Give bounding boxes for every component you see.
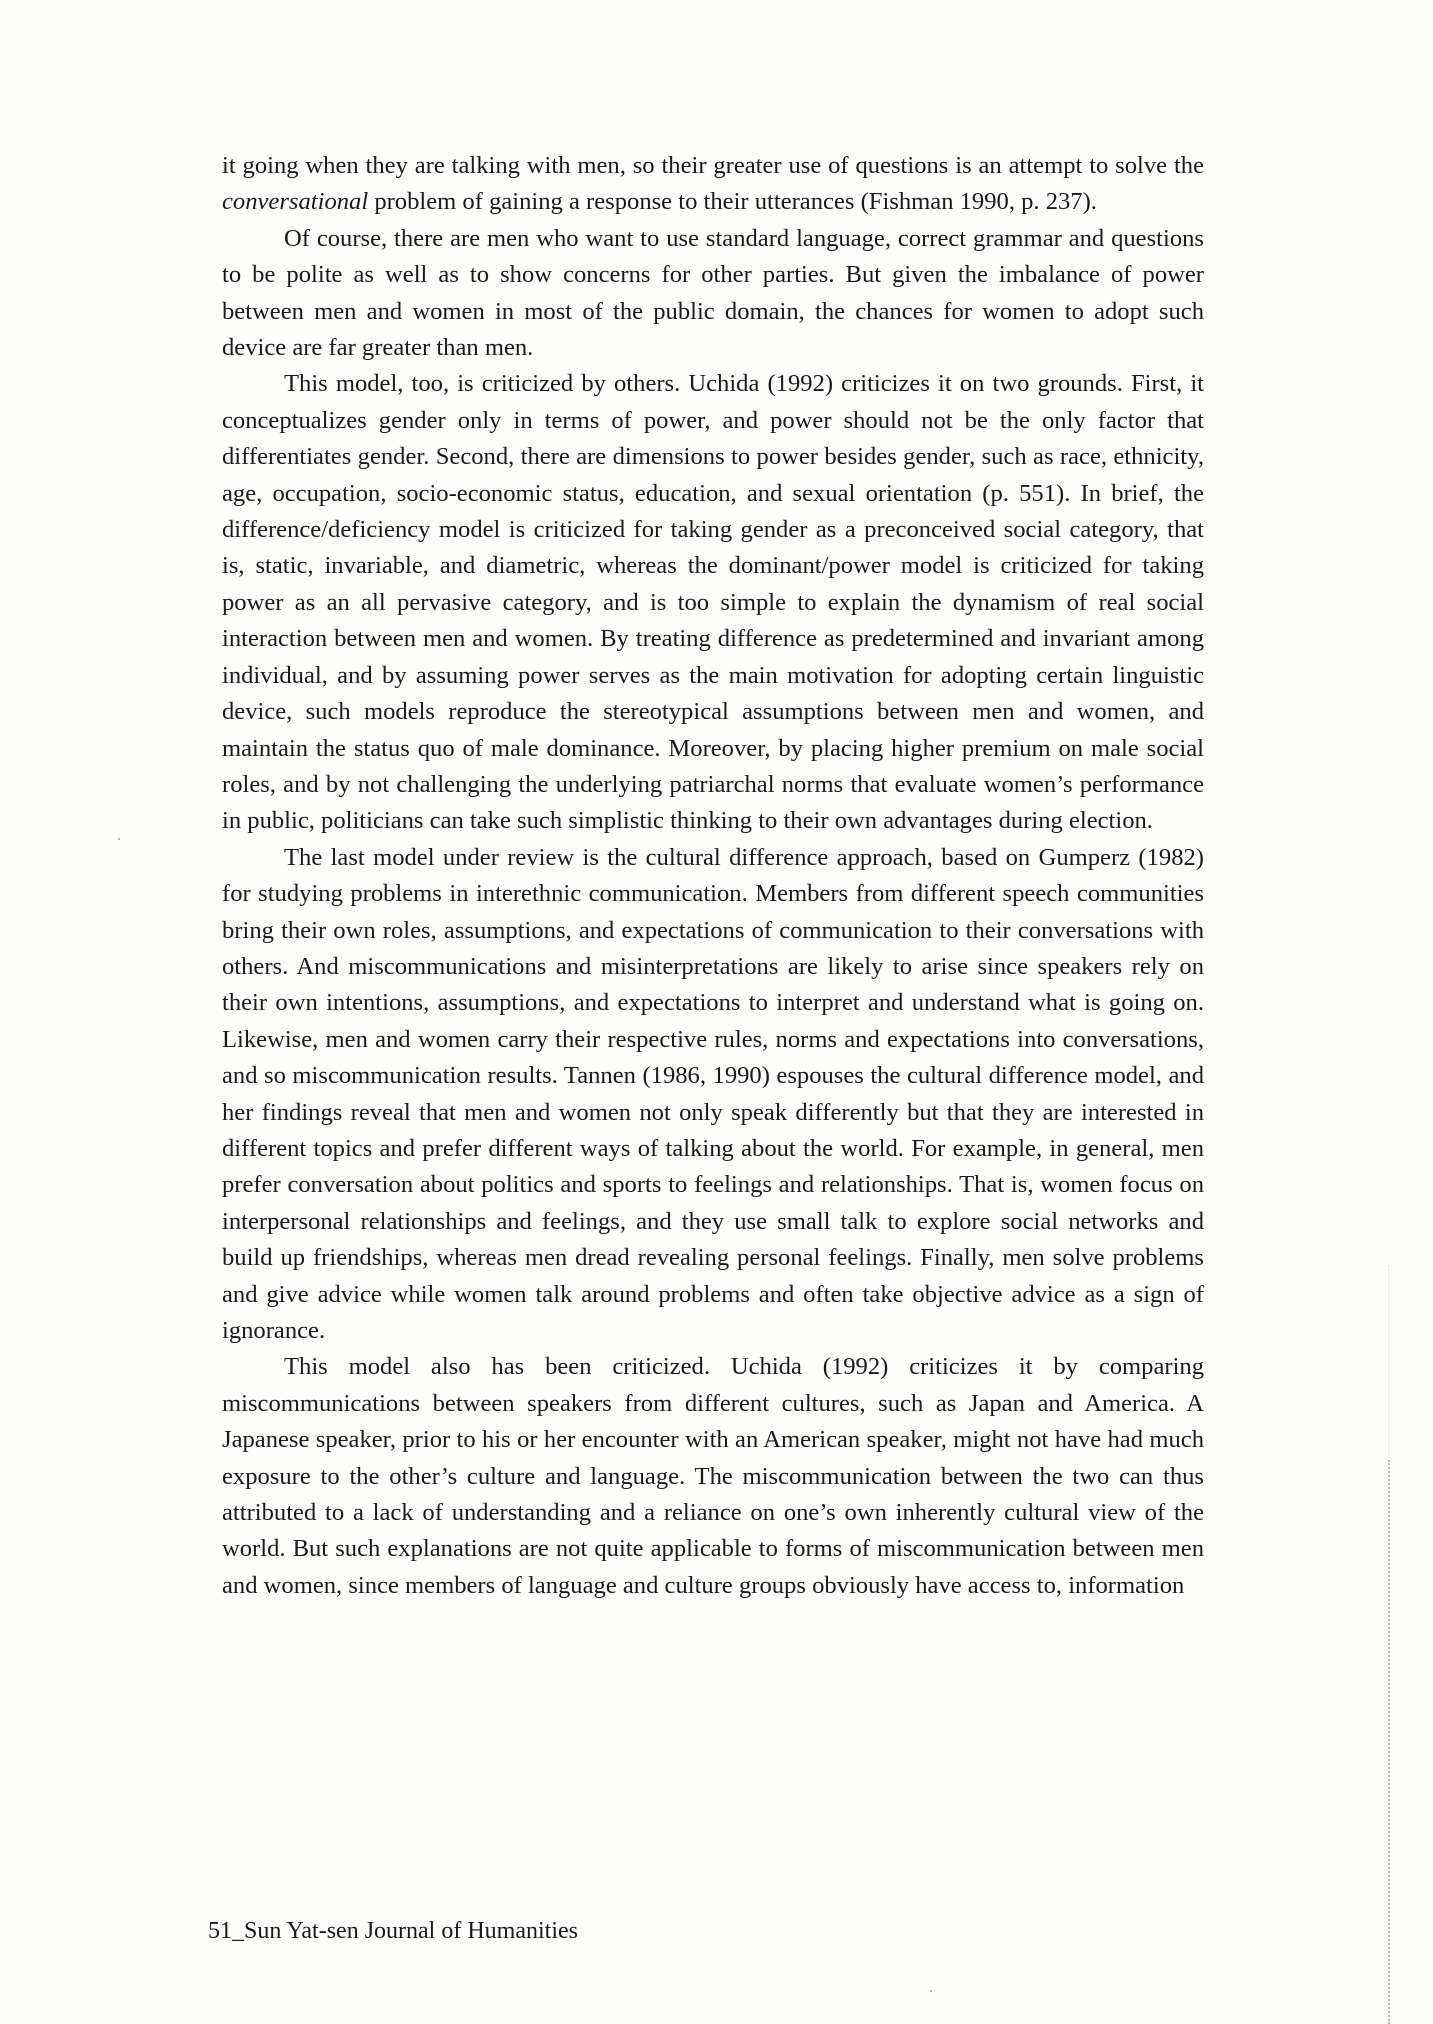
paragraph-2: Of course, there are men who want to use standard language, correct grammar and questions to be polite as well as to show concerns for other parties. But given the imbalance of power between men and women in most of the public domain, the chances for women to adopt such device are far greater than men. [222, 224, 1204, 362]
italic-term-conversational: conversational [222, 188, 369, 216]
article-body [222, 148, 1204, 1604]
scan-binding-edge [1388, 1460, 1390, 2024]
paragraph-1-text-start: it going when they are talking with men, so their greater use of questions is an attempt to solve the [222, 152, 1204, 179]
page-footer: 51_Sun Yat-sen Journal of Humanities [208, 1918, 578, 1944]
scan-speck [118, 838, 120, 840]
scan-binding-edge-faint [1388, 1265, 1389, 1455]
scan-speck [930, 1990, 932, 1992]
paragraph-1 [222, 148, 1204, 221]
paragraph-4: The last model under review is the cultural difference approach, based on Gumperz (1982) for studying problems in interethnic communication. Members from different speech communities bring their own roles, assumptions, and expectations of communication to their conversations with others. And miscommunications and misinterpretations are likely to arise since speakers rely on their own intentions, assumptions, and expectations to interpret and understand what is going on. Likewise, men and women carry their respective rules, norms and expectations into conversations, and so miscommunication results. Tannen (1986, 1990) espouses the cultural difference model, and her findings reveal that men and women not only speak differently but that they are interested in different topics and prefer different ways of talking about the world. For example, in general, men prefer conversation about politics and sports to feelings and relationships. That is, women focus on interpersonal relationships and feelings, and they use small talk to explore social networks and build up friendships, whereas men dread revealing personal feelings. Finally, men solve problems and give advice while women talk around problems and often take objective advice as a sign of ignorance. [222, 843, 1204, 1344]
paragraph-5: This model also has been criticized. Uchida (1992) criticizes it by comparing miscommunications between speakers from different cultures, such as Japan and America. A Japanese speaker, prior to his or her encounter with an American speaker, might not have had much exposure to the other’s culture and language. The miscommunication between the two can thus attributed to a lack of understanding and a reliance on one’s own inherently cultural view of the world. But such explanations are not quite applicable to forms of miscommunication between men and women, since members of language and culture groups obviously have access to, information [222, 1353, 1204, 1599]
paragraph-3: This model, too, is criticized by others. Uchida (1992) criticizes it on two grounds. First, it conceptualizes gender only in terms of power, and power should not be the only factor that differentiates gender. Second, there are dimensions to power besides gender, such as race, ethnicity, age, occupation, socio-economic status, education, and sexual orientation (p. 551). In brief, the difference/deficiency model is criticized for taking gender as a preconceived social category, that is, static, invariable, and diametric, whereas the dominant/power model is criticized for taking power as an all pervasive category, and is too simple to explain the dynamism of real social interaction between men and women. By treating difference as predetermined and invariant among individual, and by assuming power serves as the main motivation for adopting certain linguistic device, such models reproduce the stereotypical assumptions between men and women, and maintain the status quo of male dominance. Moreover, by placing higher premium on male social roles, and by not challenging the underlying patriarchal norms that evaluate women’s performance in public, politicians can take such simplistic thinking to their own advantages during election. [222, 370, 1204, 835]
paragraph-1-text-end: problem of gaining a response to their utterances (Fishman 1990, p. 237). [368, 188, 1097, 216]
